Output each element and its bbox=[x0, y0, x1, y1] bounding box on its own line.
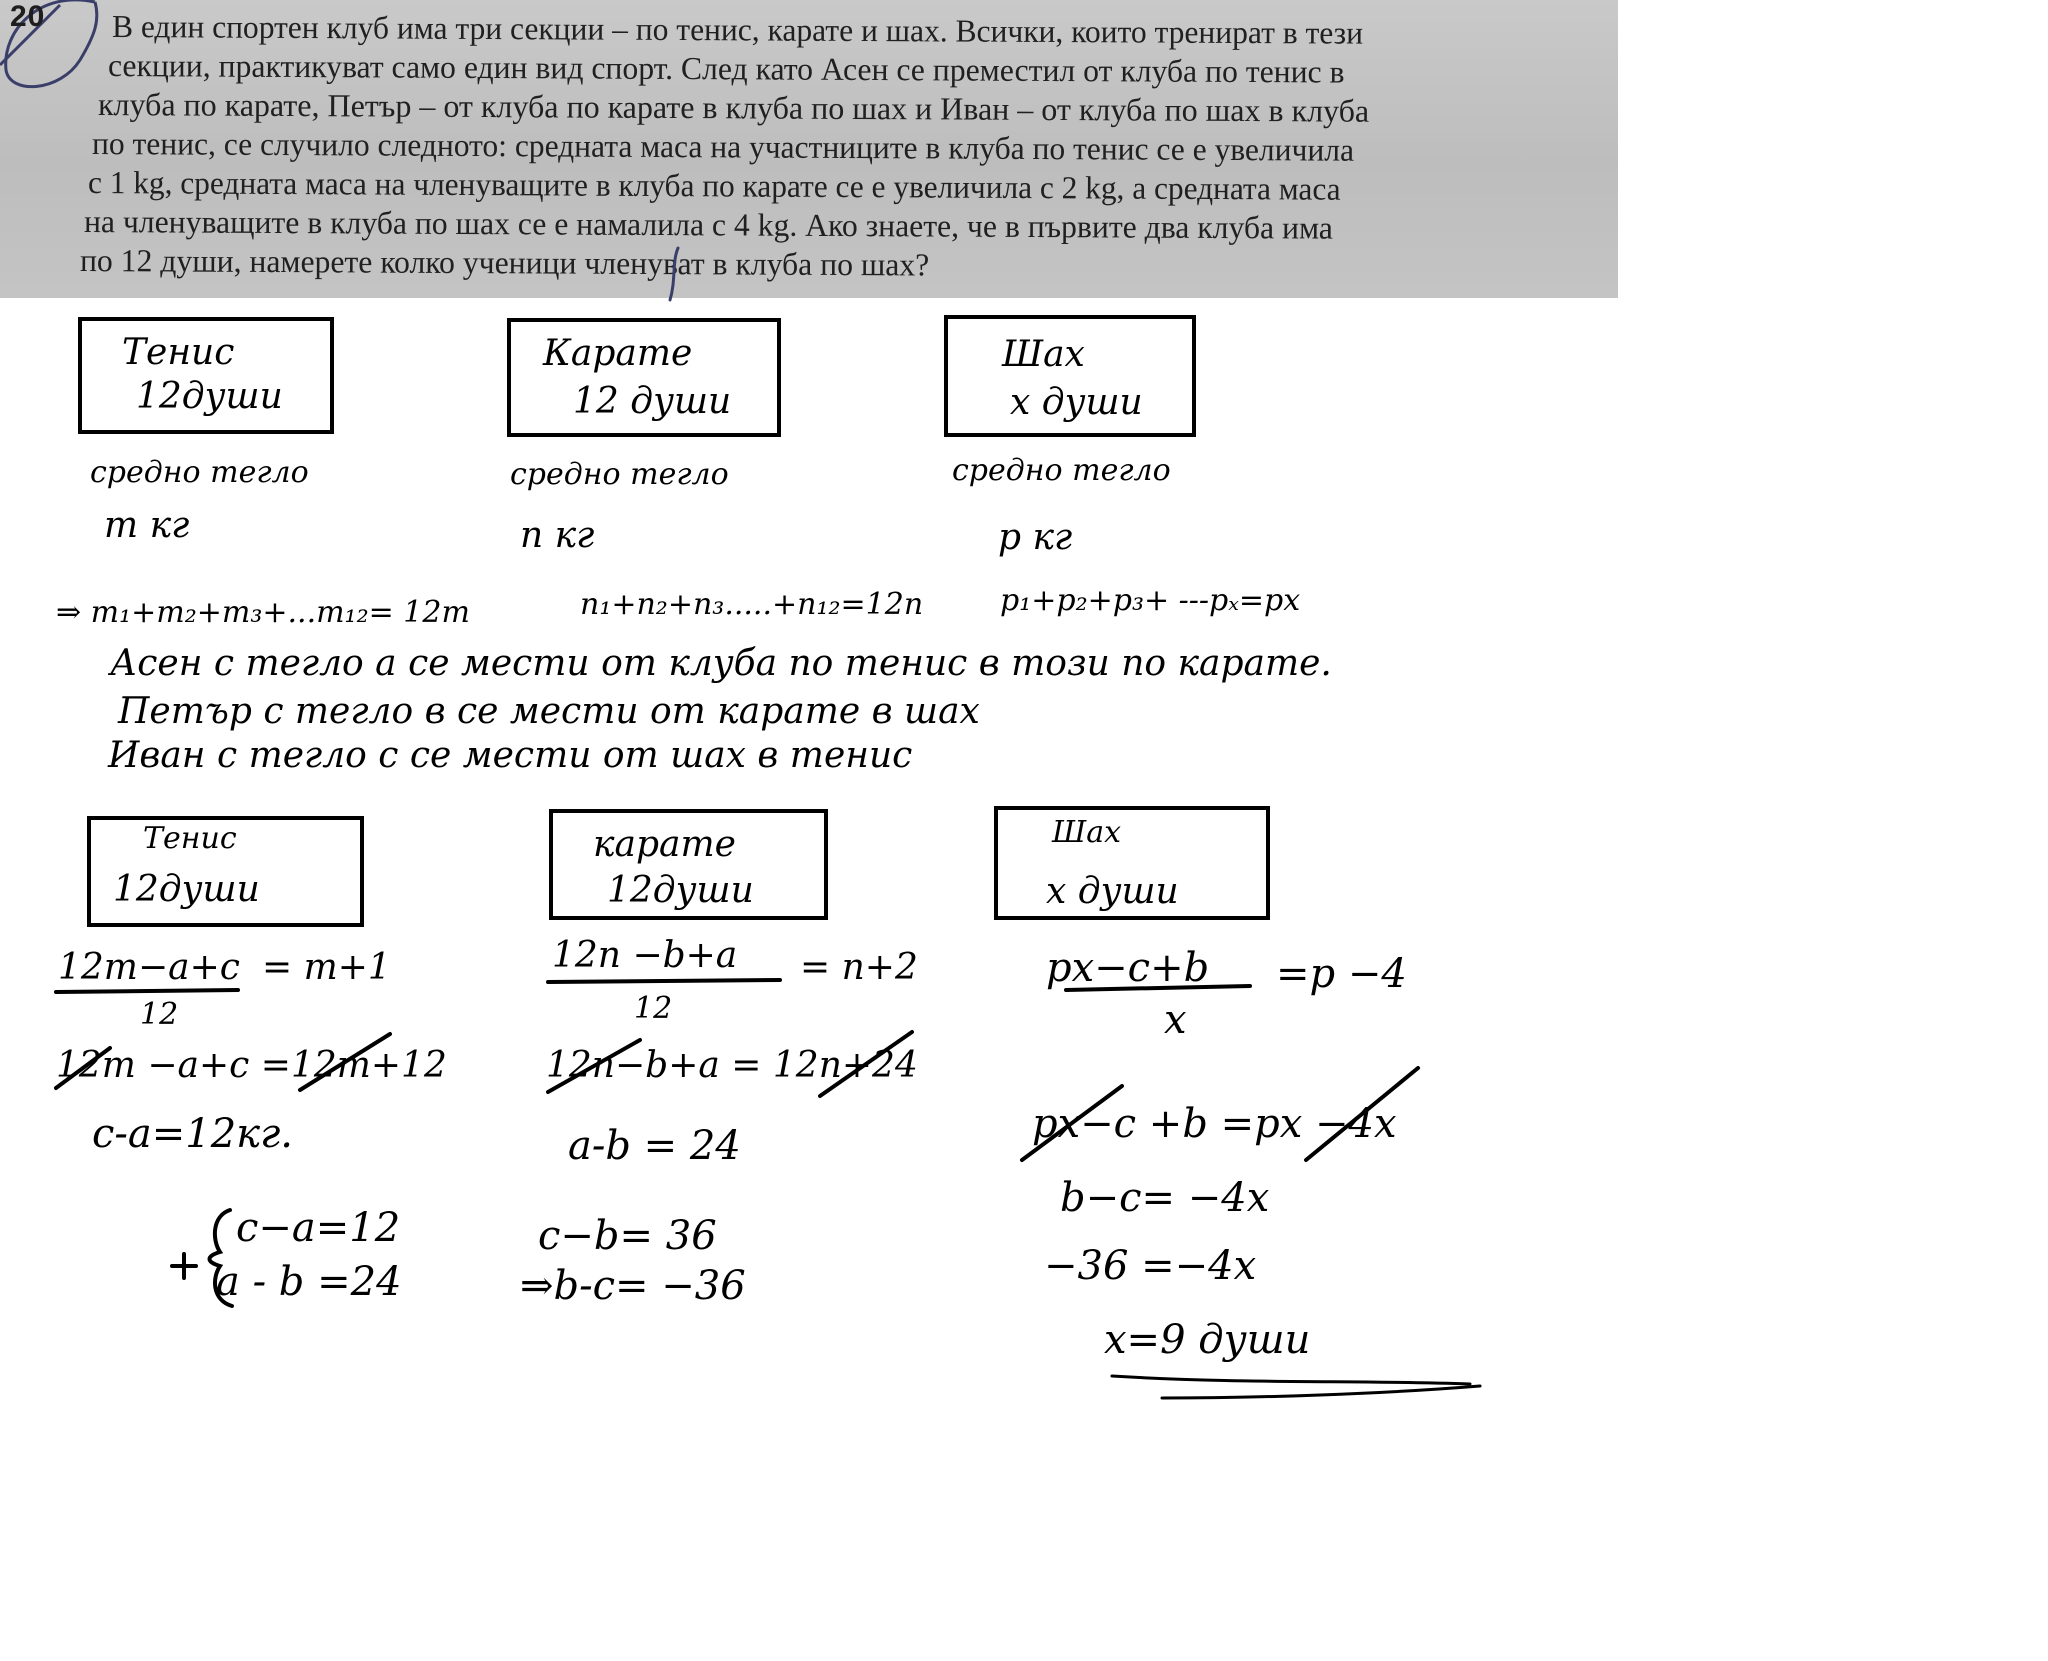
karate-title: Карате bbox=[543, 333, 693, 374]
problem-line-1: В един спортен клуб има три секции – по тенис, карате и шах. Всички, които тренират в тези bbox=[111, 8, 1364, 51]
tennis-eq1-numerator: 12m−a+c bbox=[58, 947, 240, 988]
tennis-eq2: 12m −a+c =12m+12 bbox=[56, 1045, 447, 1086]
chess-title: Шах bbox=[1002, 334, 1085, 375]
move-ivan: Иван с тегло с се мести от шах в тенис bbox=[108, 735, 913, 776]
karate-eq1-denominator: 12 bbox=[634, 991, 673, 1026]
karate-eq2: 12n−b+a = 12n+24 bbox=[546, 1045, 918, 1086]
tennis-eq3: c-a=12кг. bbox=[92, 1111, 293, 1157]
chess-eq1-numerator: px−c+b bbox=[1046, 945, 1210, 991]
system-result-2: ⇒b-c= −36 bbox=[520, 1263, 746, 1309]
karate-after-count: 12души bbox=[607, 870, 754, 911]
move-petar: Петър с тегло в се мести от карате в шах bbox=[118, 691, 980, 732]
system-line-2: a - b =24 bbox=[216, 1259, 402, 1305]
karate-eq1-numerator: 12n −b+a bbox=[552, 935, 738, 976]
karate-eq3: a-b = 24 bbox=[568, 1123, 741, 1169]
tennis-sum: ⇒ m₁+m₂+m₃+...m₁₂= 12m bbox=[56, 595, 470, 630]
problem-line-3: клуба по карате, Петър – от клуба по карате в клуба по шах и Иван – от клуба по шах в клуба bbox=[97, 86, 1370, 129]
tennis-fraction-bar bbox=[56, 990, 238, 992]
chess-count: x души bbox=[1010, 382, 1143, 423]
system-line-1: c−a=12 bbox=[236, 1205, 401, 1251]
chess-eq3: b−c= −4x bbox=[1060, 1175, 1270, 1221]
chess-eq2: px−c +b =px −4x bbox=[1032, 1101, 1397, 1147]
system-result-1: c−b= 36 bbox=[538, 1213, 717, 1259]
karate-fraction-bar bbox=[548, 980, 780, 982]
answer-underline-1 bbox=[1112, 1376, 1470, 1384]
chess-after-count: x души bbox=[1046, 871, 1179, 912]
tennis-after-count: 12души bbox=[113, 869, 260, 910]
chess-box-after bbox=[994, 806, 1270, 920]
karate-count: 12 души bbox=[573, 381, 732, 422]
tennis-count: 12души bbox=[136, 376, 283, 417]
chess-box-before bbox=[944, 315, 1196, 437]
karate-eq1-rhs: = n+2 bbox=[800, 947, 918, 988]
problem-number: 20 bbox=[10, 0, 46, 33]
tennis-box-before bbox=[78, 317, 334, 434]
chess-avg-var: p кг bbox=[998, 517, 1073, 558]
karate-avg-label: средно тегло bbox=[510, 457, 729, 492]
tennis-eq1-denominator: 12 bbox=[140, 997, 179, 1032]
karate-box-after bbox=[549, 809, 828, 920]
tennis-box-after bbox=[87, 816, 364, 927]
tennis-after-title: Тенис bbox=[143, 821, 237, 856]
chess-eq1-rhs: =p −4 bbox=[1276, 951, 1407, 997]
chess-answer: x=9 души bbox=[1104, 1317, 1311, 1363]
tennis-eq1-rhs: = m+1 bbox=[262, 947, 391, 988]
karate-box-before bbox=[507, 318, 781, 437]
problem-line-2: секции, практикуват само един вид спорт. След като Асен се преместил от клуба по тенис в bbox=[107, 47, 1345, 90]
problem-photo bbox=[0, 0, 1618, 298]
tennis-title: Тенис bbox=[122, 332, 235, 373]
chess-eq1-denominator: x bbox=[1164, 997, 1187, 1043]
tennis-avg-label: средно тегло bbox=[90, 455, 309, 490]
chess-after-title: Шах bbox=[1052, 815, 1122, 850]
tennis-avg-var: m кг bbox=[104, 505, 190, 546]
problem-line-5: с 1 kg, средната маса на членуващите в клуба по карате се е увеличила с 2 kg, а средната маса bbox=[87, 164, 1341, 207]
karate-sum: n₁+n₂+n₃.....+n₁₂=12n bbox=[580, 587, 924, 622]
move-asen: Асен с тегло a се мести от клуба по тенис в този по карате. bbox=[110, 643, 1332, 684]
problem-line-7: по 12 души, намерете колко ученици членуват в клуба по шах? bbox=[79, 242, 930, 283]
problem-line-6: на членуващите в клуба по шах се е намалила с 4 kg. Ако знаете, че в първите два клуба има bbox=[83, 203, 1333, 246]
answer-underline-2 bbox=[1162, 1386, 1480, 1398]
chess-avg-label: средно тегло bbox=[952, 453, 1171, 488]
karate-after-title: карате bbox=[593, 824, 736, 865]
chess-eq4: −36 =−4x bbox=[1044, 1243, 1257, 1289]
problem-line-4: по тенис, се случило следното: средната маса на участниците в клуба по тенис се е увеличила bbox=[91, 125, 1355, 168]
chess-sum: p₁+p₂+p₃+ ---pₓ=px bbox=[1000, 583, 1301, 618]
karate-avg-var: n кг bbox=[520, 515, 595, 556]
